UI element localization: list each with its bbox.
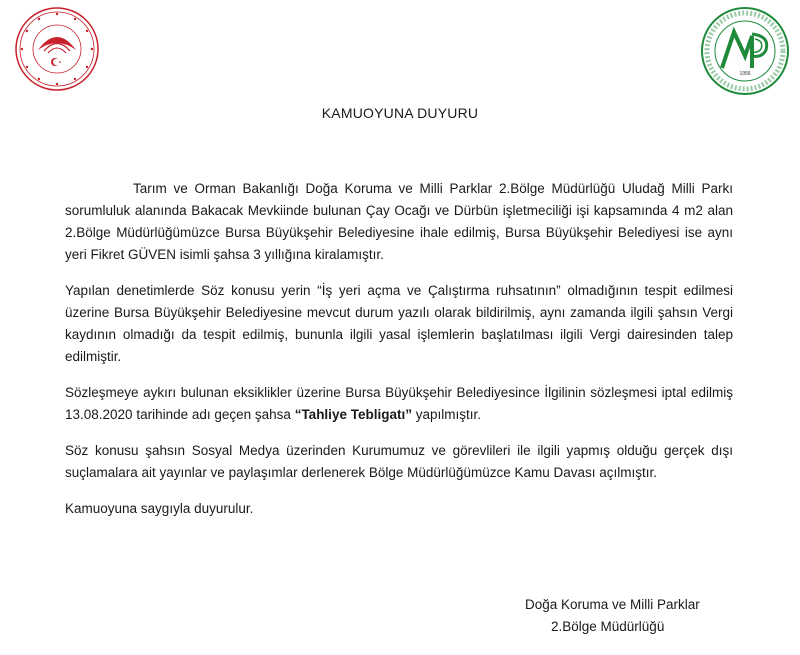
svg-text:1956: 1956 [739,71,751,77]
paragraph-3 [65,382,733,426]
paragraph-3-end: yapılmıştır. [411,407,481,422]
signature-line-1: Doğa Koruma ve Milli Parklar [525,597,700,612]
national-parks-seal-logo [700,6,790,96]
signature-block [525,594,700,638]
paragraph-4: Söz konusu şahsın Sosyal Medya üzerinden Kurumumuz ve görevlileri ile ilgili yapmış olduğu gerçek dışı suçlamalara ait yayınlar ve paylaşımlar derlenerek Bölge Müdürlüğümüzce Kamu Davası açılmıştır. [65,443,733,480]
signature-line-2: 2.Bölge Müdürlüğü [551,619,665,634]
paragraph-3-bold: “Tahliye Tebligatı” [294,407,412,422]
page-title: KAMUOYUNA DUYURU [321,105,479,121]
paragraph-5: Kamuoyuna saygıyla duyurulur. [65,501,254,516]
paragraph-1: Tarım ve Orman Bakanlığı Doğa Koruma ve Milli Parklar 2.Bölge Müdürlüğü Uludağ Milli Parkı sorumluluk alanında Bakacak Mevkiinde bulunan Çay Ocağı ve Dürbün işletmeciliği işi kapsamında 4 m2 alan 2.Bölge Müdürlüğümüzce Bursa Büyükşehir Belediyesine ihale edilmiş, Bursa Büyükşehir Belediyesi ise aynı yeri Fikret GÜVEN isimli şahsa 3 yıllığına kiralamıştır. [65,181,733,262]
ministry-seal-logo [14,6,100,92]
paragraph-3-start: Sözleşmeye aykırı bulunan eksiklikler üzerine Bursa Büyükşehir Belediyesince İlgilinin sözleşmesi iptal edilmiş 13.08.2020 tarihinde adı geçen şahsa [65,385,733,422]
paragraph-2: Yapılan denetimlerde Söz konusu yerin “İş yeri açma ve Çalıştırma ruhsatının” olmadığının tespit edilmesi üzerine Bursa Büyükşehir Belediyesine mevcut durum yazılı olarak bildirilmiş, aynı zamanda ilgili şahsın Vergi kaydının olmadığı da tespit edilmiş, bununla ilgili yasal işlemlerin başlatılması ilgili Vergi dairesinden talep edilmiştir. [65,283,733,364]
announcement-body [65,178,733,534]
